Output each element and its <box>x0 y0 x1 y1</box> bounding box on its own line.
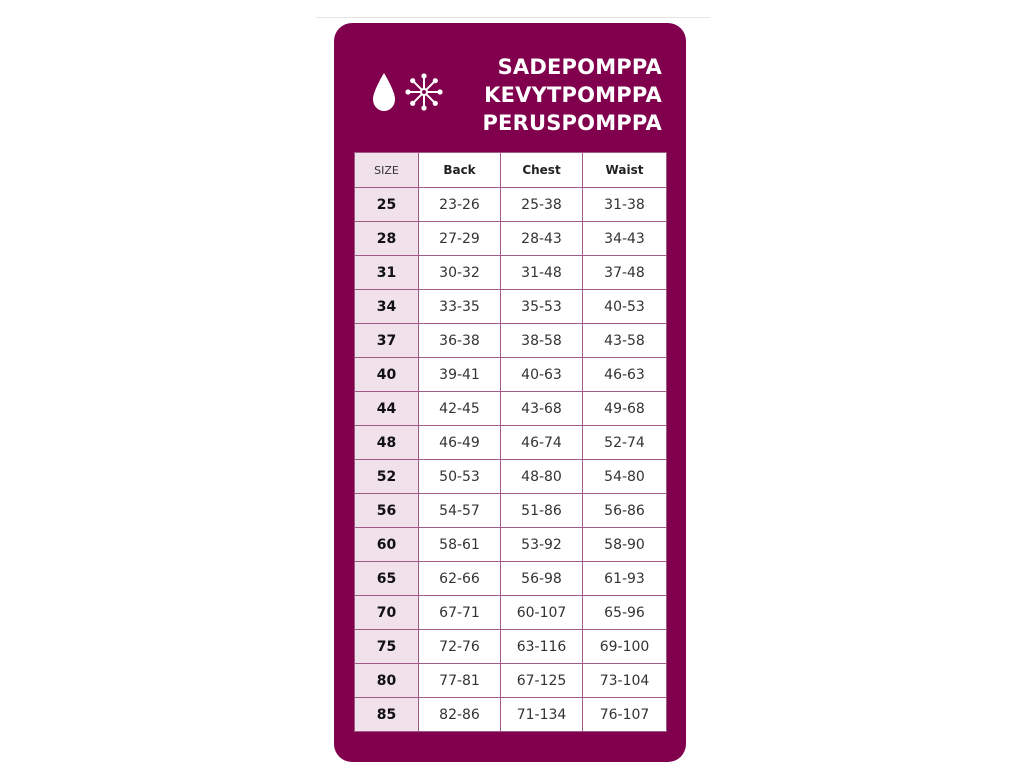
snowflake-icon <box>404 72 444 116</box>
product-title-peruspomppa: PERUSPOMPPA <box>482 111 662 135</box>
waist-cell: 69-100 <box>583 630 667 664</box>
size-cell: 56 <box>355 494 419 528</box>
back-cell: 23-26 <box>419 188 501 222</box>
table-row <box>355 358 667 392</box>
size-cell: 70 <box>355 596 419 630</box>
size-cell: 37 <box>355 324 419 358</box>
size-table <box>354 152 667 732</box>
waist-cell: 61-93 <box>583 562 667 596</box>
table-row <box>355 460 667 494</box>
back-cell: 42-45 <box>419 392 501 426</box>
top-divider <box>316 17 710 18</box>
product-icons <box>370 71 444 117</box>
waist-cell: 54-80 <box>583 460 667 494</box>
table-row <box>355 290 667 324</box>
waist-cell: 46-63 <box>583 358 667 392</box>
table-body <box>355 188 667 732</box>
size-chart-card <box>334 23 686 762</box>
table-row <box>355 188 667 222</box>
size-cell: 25 <box>355 188 419 222</box>
table-row <box>355 698 667 732</box>
chest-cell: 38-58 <box>501 324 583 358</box>
table-row <box>355 494 667 528</box>
header-waist: Waist <box>583 153 667 188</box>
product-title-sadepomppa: SADEPOMPPA <box>497 55 662 79</box>
back-cell: 72-76 <box>419 630 501 664</box>
waist-cell: 37-48 <box>583 256 667 290</box>
size-cell: 85 <box>355 698 419 732</box>
chest-cell: 63-116 <box>501 630 583 664</box>
waist-cell: 52-74 <box>583 426 667 460</box>
size-cell: 60 <box>355 528 419 562</box>
product-title-kevytpomppa: KEVYTPOMPPA <box>484 83 662 107</box>
size-cell: 65 <box>355 562 419 596</box>
chest-cell: 53-92 <box>501 528 583 562</box>
size-cell: 44 <box>355 392 419 426</box>
table-row <box>355 664 667 698</box>
size-cell: 52 <box>355 460 419 494</box>
waist-cell: 65-96 <box>583 596 667 630</box>
chest-cell: 56-98 <box>501 562 583 596</box>
table-header-row <box>355 153 667 188</box>
table-row <box>355 562 667 596</box>
chest-cell: 67-125 <box>501 664 583 698</box>
back-cell: 82-86 <box>419 698 501 732</box>
waist-cell: 34-43 <box>583 222 667 256</box>
size-cell: 34 <box>355 290 419 324</box>
back-cell: 54-57 <box>419 494 501 528</box>
size-cell: 48 <box>355 426 419 460</box>
back-cell: 27-29 <box>419 222 501 256</box>
chest-cell: 46-74 <box>501 426 583 460</box>
size-cell: 80 <box>355 664 419 698</box>
back-cell: 77-81 <box>419 664 501 698</box>
back-cell: 50-53 <box>419 460 501 494</box>
chest-cell: 60-107 <box>501 596 583 630</box>
water-drop-icon <box>370 71 398 117</box>
table-row <box>355 426 667 460</box>
waist-cell: 31-38 <box>583 188 667 222</box>
waist-cell: 73-104 <box>583 664 667 698</box>
table-row <box>355 596 667 630</box>
size-cell: 40 <box>355 358 419 392</box>
chest-cell: 28-43 <box>501 222 583 256</box>
chest-cell: 71-134 <box>501 698 583 732</box>
back-cell: 30-32 <box>419 256 501 290</box>
chest-cell: 25-38 <box>501 188 583 222</box>
back-cell: 39-41 <box>419 358 501 392</box>
waist-cell: 58-90 <box>583 528 667 562</box>
size-cell: 28 <box>355 222 419 256</box>
header-size: SIZE <box>355 153 419 188</box>
waist-cell: 76-107 <box>583 698 667 732</box>
table-row <box>355 630 667 664</box>
back-cell: 62-66 <box>419 562 501 596</box>
chest-cell: 51-86 <box>501 494 583 528</box>
table-row <box>355 392 667 426</box>
back-cell: 36-38 <box>419 324 501 358</box>
back-cell: 33-35 <box>419 290 501 324</box>
size-cell: 31 <box>355 256 419 290</box>
chest-cell: 31-48 <box>501 256 583 290</box>
table-row <box>355 528 667 562</box>
header-chest: Chest <box>501 153 583 188</box>
table-row <box>355 222 667 256</box>
waist-cell: 43-58 <box>583 324 667 358</box>
table-row <box>355 256 667 290</box>
table-row <box>355 324 667 358</box>
chest-cell: 43-68 <box>501 392 583 426</box>
chest-cell: 40-63 <box>501 358 583 392</box>
waist-cell: 56-86 <box>583 494 667 528</box>
waist-cell: 40-53 <box>583 290 667 324</box>
chest-cell: 35-53 <box>501 290 583 324</box>
size-cell: 75 <box>355 630 419 664</box>
chest-cell: 48-80 <box>501 460 583 494</box>
back-cell: 58-61 <box>419 528 501 562</box>
waist-cell: 49-68 <box>583 392 667 426</box>
back-cell: 67-71 <box>419 596 501 630</box>
product-titles <box>482 53 662 137</box>
header-back: Back <box>419 153 501 188</box>
back-cell: 46-49 <box>419 426 501 460</box>
